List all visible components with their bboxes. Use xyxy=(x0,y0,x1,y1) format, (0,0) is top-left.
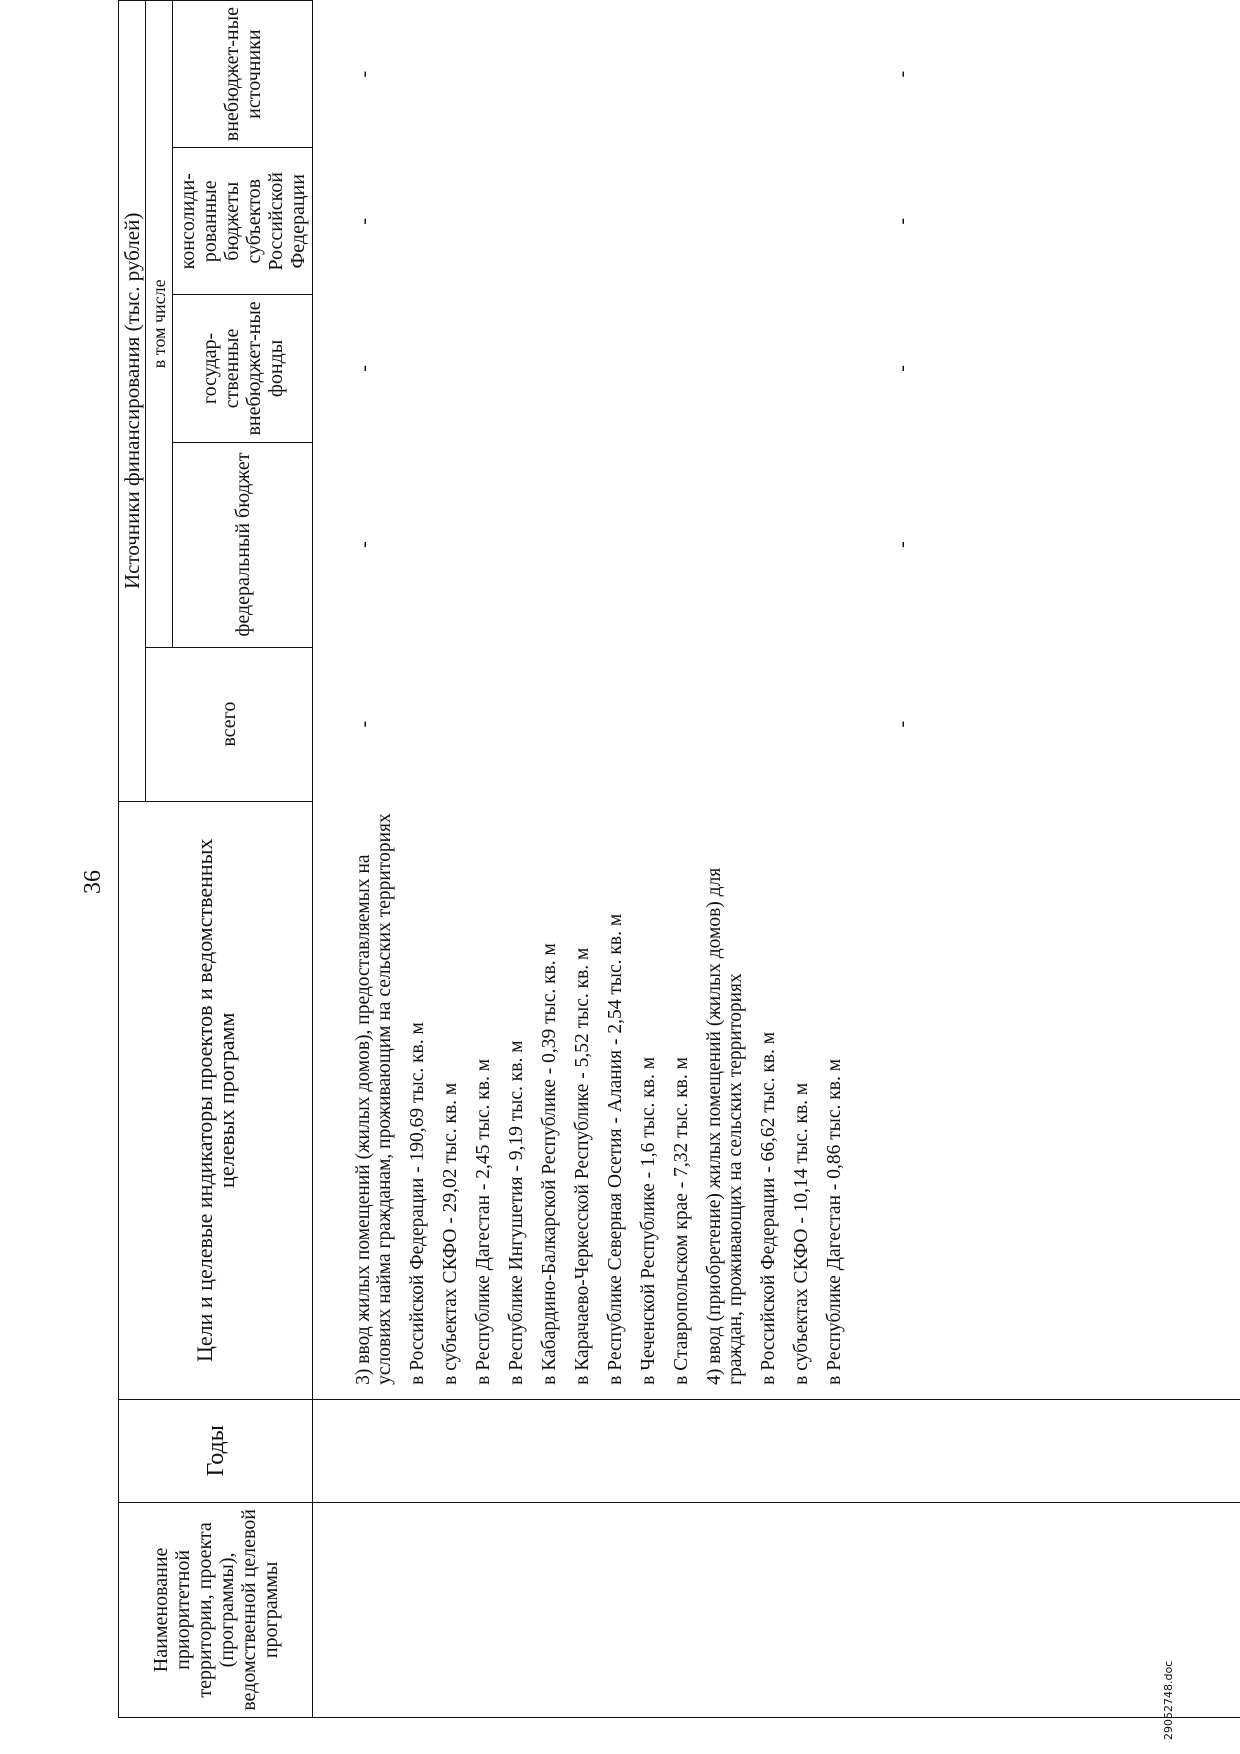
document-filename: 29052748.doc xyxy=(1162,1660,1175,1740)
header-consolidated-budgets: консолиди-рованные бюджеты субъектов Российской Федерации xyxy=(173,148,313,295)
page-number: 36 xyxy=(80,870,106,894)
goals-list xyxy=(313,801,1240,1399)
header-federal-budget: федеральный бюджет xyxy=(173,442,313,647)
goal-item: 3) ввод жилых помещений (жилых домов), предоставляемых на условиях найма гражданам, проживающим на сельских территориях xyxy=(353,813,395,1385)
value-row3-state-funds: - xyxy=(353,365,375,372)
cell-name-empty xyxy=(313,1502,1240,1717)
consolidated-values xyxy=(313,148,1240,295)
header-including: в том числе xyxy=(146,1,173,648)
header-years: Годы xyxy=(119,1399,313,1502)
goal-item: 4) ввод (приобретение) жилых помещений (жилых домов) для граждан, проживающих на сельских территориях xyxy=(704,867,746,1385)
goal-item: в Республике Северная Осетия - Алания - 2,54 тыс. кв. м xyxy=(605,913,626,1385)
goal-item: в Кабардино-Балкарской Республике - 0,39 тыс. кв. м xyxy=(539,943,560,1385)
header-name: Наименование приоритетной территории, проекта (программы), ведомственной целевой программы xyxy=(119,1502,313,1717)
value-row4-consolidated: - xyxy=(891,217,913,225)
value-row3-federal: - xyxy=(353,541,375,548)
header-financing-sources: Источники финансирования (тыс. рублей) xyxy=(119,1,146,802)
goal-item: в субъектах СКФО - 29,02 тыс. кв. м xyxy=(440,1082,461,1385)
goal-item: в Республике Ингушетия - 9,19 тыс. кв. м xyxy=(506,1040,527,1385)
goal-item: в Республике Дагестан - 0,86 тыс. кв. м xyxy=(824,1058,845,1385)
header-extra-budget-sources: внебюджет-ные источники xyxy=(173,1,313,148)
goal-item: в субъектах СКФО - 10,14 тыс. кв. м xyxy=(791,1082,812,1385)
financing-table xyxy=(118,0,1240,1718)
goal-item: в Российской Федерации - 66,62 тыс. кв. м xyxy=(758,1031,779,1385)
header-state-extra-funds: государ-ственные внебюджет-ные фонды xyxy=(173,295,313,442)
value-row3-extra: - xyxy=(353,70,375,78)
goal-item: в Российской Федерации - 190,69 тыс. кв. м xyxy=(407,1022,428,1385)
value-row4-extra: - xyxy=(891,70,913,78)
value-row3-total: - xyxy=(353,720,375,728)
state-funds-values xyxy=(313,295,1240,442)
goal-item: в Чеченской Республике - 1,6 тыс. кв. м xyxy=(638,1056,659,1385)
value-row4-total: - xyxy=(891,720,913,728)
value-row3-consolidated: - xyxy=(353,217,375,225)
header-goals: Цели и целевые индикаторы проектов и ведомственных целевых программ xyxy=(119,801,313,1399)
extra-sources-values xyxy=(313,1,1240,148)
value-row4-state-funds: - xyxy=(891,365,913,372)
value-row4-federal: - xyxy=(891,541,913,548)
total-values xyxy=(313,647,1240,801)
goal-item: в Республике Дагестан - 2,45 тыс. кв. м xyxy=(473,1058,494,1385)
federal-values xyxy=(313,442,1240,647)
header-total: всего xyxy=(146,647,313,801)
goal-item: в Карачаево-Черкесской Республике - 5,52 тыс. кв. м xyxy=(572,947,593,1385)
cell-years-empty xyxy=(313,1399,1240,1502)
goal-item: в Ставропольском крае - 7,32 тыс. кв. м xyxy=(671,1057,692,1385)
